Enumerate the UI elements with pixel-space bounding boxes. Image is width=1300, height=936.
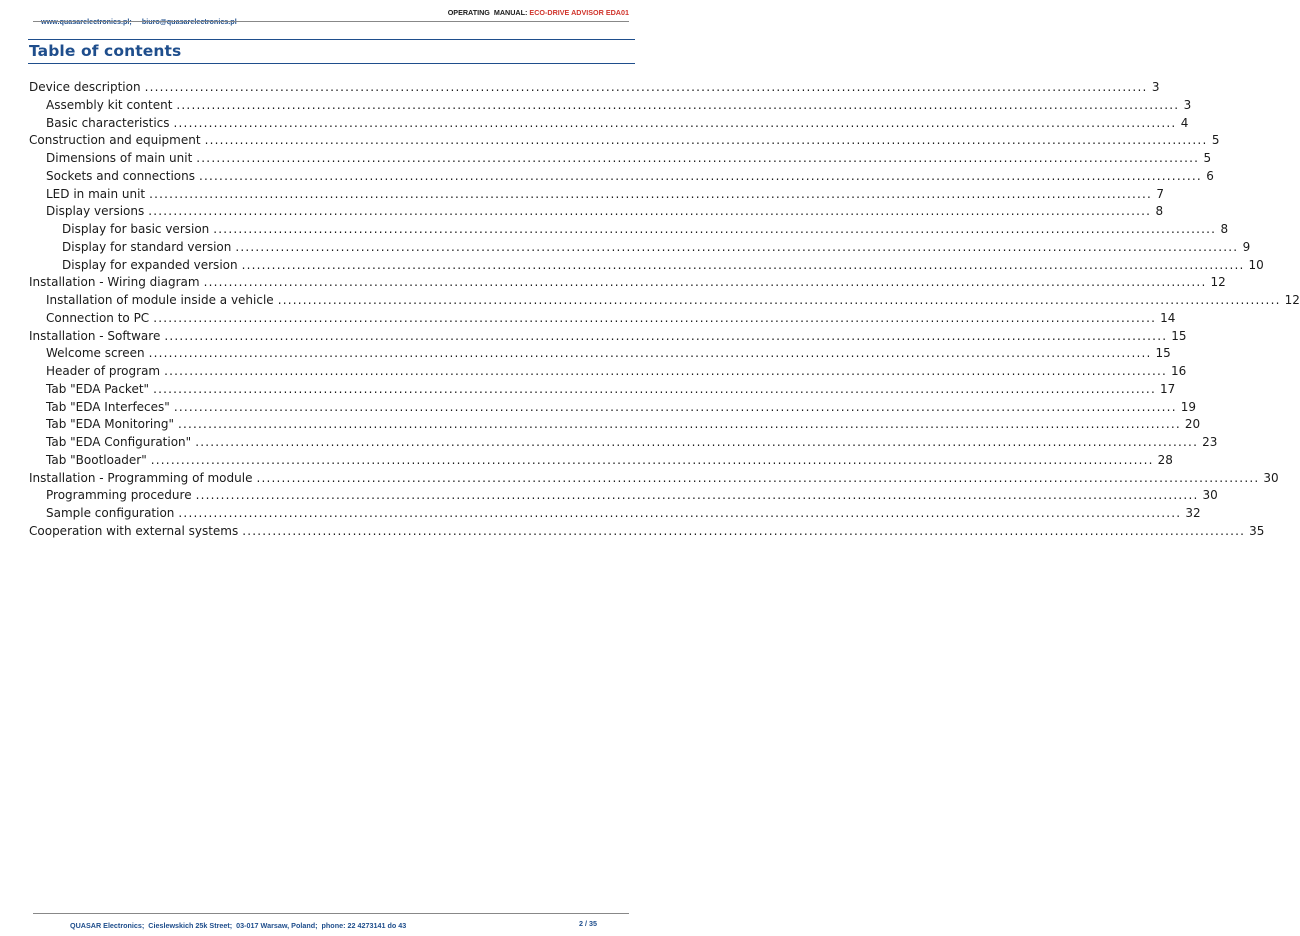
page-header [33,8,629,26]
toc-entry[interactable] [29,150,1212,168]
toc-leader-dots: ........................................................................................................................................................................................................ [176,97,1180,112]
toc-entry[interactable] [29,381,1176,399]
toc-entry-page-number: 10 [1248,257,1264,272]
toc-entry-page-number: 15 [1171,328,1187,343]
toc-entry-label: Sockets and connections [46,168,195,183]
toc-entry[interactable] [29,470,1279,488]
toc-entry-page-number: 7 [1156,186,1165,201]
toc-entry-page-number: 8 [1155,204,1164,219]
footer-address: QUASAR Electronics; Cieslewskich 25k Street; 03-017 Warsaw, Poland; phone: 22 4273141 do 43 [70,921,407,930]
toc-entry-page-number: 32 [1185,506,1201,520]
toc-entry-label: Connection to PC [46,310,150,325]
toc-entry[interactable] [29,487,1218,505]
toc-entry-page-number: 19 [1180,399,1196,414]
toc-leader-dots: ........................................................................................................................................................................................................ [148,346,1152,361]
toc-entry-label: Tab "EDA Packet" [46,381,150,396]
toc-entry[interactable] [29,345,1171,363]
toc-leader-dots: ........................................................................................................................................................................................................ [164,364,1168,378]
toc-entry-page-number: 35 [1249,523,1265,538]
footer-divider [33,913,629,914]
toc-entry-label: Welcome screen [46,346,145,361]
toc-entry[interactable] [29,168,1214,186]
header-product-name: ECO-DRIVE ADVISOR EDA01 [529,8,629,17]
toc-entry[interactable] [29,310,1176,328]
toc-leader-dots: ........................................................................................................................................................................................................ [153,310,1157,325]
toc-entry[interactable] [29,328,1187,346]
toc-entry-page-number: 30 [1202,488,1218,503]
toc-leader-dots: ........................................................................................................................................................................................................ [196,151,1200,165]
toc-entry[interactable] [29,239,1251,257]
toc-leader-dots: ........................................................................................................................................................................................................ [177,417,1181,432]
toc-entry-label: Installation - Programming of module [29,470,253,485]
toc-entry-page-number: 5 [1203,151,1212,165]
toc-entry-label: LED in main unit [46,186,146,201]
header-manual-title [448,8,629,17]
toc-leader-dots: ........................................................................................................................................................................................................ [241,257,1245,272]
toc-entry[interactable] [29,132,1220,150]
toc-entry-label: Installation - Wiring diagram [29,275,200,290]
toc-leader-dots: ........................................................................................................................................................................................................ [164,328,1168,343]
toc-entry-page-number: 23 [1202,435,1218,449]
toc-entry[interactable] [29,115,1189,133]
table-of-contents [29,79,1300,541]
toc-entry-label: Tab "Bootloader" [46,452,147,467]
toc-entry[interactable] [29,97,1192,115]
toc-entry-label: Basic characteristics [46,115,170,130]
toc-leader-dots: ........................................................................................................................................................................................................ [148,204,1152,219]
toc-entry-page-number: 15 [1155,346,1171,361]
header-website-link[interactable]: www.quasarelectronics.pl; [41,17,132,26]
toc-entry-page-number: 5 [1211,133,1220,148]
toc-leader-dots: ........................................................................................................................................................................................................ [277,293,1281,307]
toc-leader-dots: ........................................................................................................................................................................................................ [178,506,1182,520]
toc-entry[interactable] [29,79,1160,97]
toc-entry-page-number: 3 [1183,97,1192,112]
toc-entry-label: Header of program [46,364,161,378]
toc-entry-label: Construction and equipment [29,133,201,148]
toc-entry-label: Cooperation with external systems [29,523,239,538]
toc-entry-label: Dimensions of main unit [46,151,193,165]
toc-entry-label: Sample configuration [46,506,175,520]
toc-leader-dots: ........................................................................................................................................................................................................ [256,470,1260,485]
toc-entry[interactable] [29,452,1173,470]
toc-leader-dots: ........................................................................................................................................................................................................ [150,452,1154,467]
toc-leader-dots: ........................................................................................................................................................................................................ [173,115,1177,130]
toc-leader-dots: ........................................................................................................................................................................................................ [153,381,1156,396]
toc-entry[interactable] [29,221,1229,239]
toc-entry-page-number: 16 [1171,364,1187,378]
toc-entry[interactable] [29,274,1226,292]
toc-entry-page-number: 12 [1284,293,1300,307]
toc-entry[interactable] [29,257,1264,275]
toc-entry-page-number: 6 [1206,168,1214,183]
toc-entry[interactable] [29,363,1187,381]
toc-entry-label: Installation - Software [29,328,161,343]
toc-entry[interactable] [29,434,1218,452]
toc-entry-label: Programming procedure [46,488,192,503]
toc-entry[interactable] [29,292,1300,310]
page-title: Table of contents [29,42,182,60]
toc-entry-page-number: 14 [1160,310,1176,325]
toc-entry-page-number: 20 [1184,417,1201,432]
title-divider-top [28,39,635,40]
toc-entry-page-number: 28 [1157,452,1173,467]
toc-entry-page-number: 9 [1242,239,1251,254]
header-email-link[interactable]: biuro@quasarelectronics.pl [141,17,237,26]
toc-entry[interactable] [29,203,1164,221]
toc-entry-label: Assembly kit content [46,97,173,112]
toc-entry-label: Display for basic version [62,222,210,236]
toc-leader-dots: ........................................................................................................................................................................................................ [242,523,1246,538]
toc-entry-label: Tab "EDA Monitoring" [46,417,174,432]
toc-leader-dots: ........................................................................................................................................................................................................ [144,80,1148,94]
toc-entry[interactable] [29,505,1201,523]
toc-leader-dots: ........................................................................................................................................................................................................ [149,186,1153,201]
toc-leader-dots: ........................................................................................................................................................................................................ [235,239,1239,254]
header-divider [33,21,629,22]
toc-leader-dots: ........................................................................................................................................................................................................ [203,275,1207,290]
toc-leader-dots: ........................................................................................................................................................................................................ [213,222,1217,236]
toc-entry-label: Display for standard version [62,239,232,254]
toc-entry-label: Tab "EDA Interfeces" [46,399,170,414]
header-manual-label: OPERATING MANUAL: [447,8,530,17]
toc-entry[interactable] [29,416,1201,434]
toc-leader-dots: ........................................................................................................................................................................................................ [195,488,1199,503]
toc-entry-page-number: 17 [1159,381,1176,396]
toc-entry-page-number: 8 [1220,222,1229,236]
toc-leader-dots: ........................................................................................................................................................................................................ [173,399,1177,414]
toc-entry-page-number: 3 [1151,80,1160,94]
toc-entry-page-number: 30 [1263,470,1279,485]
toc-entry[interactable] [29,523,1265,541]
toc-leader-dots: ........................................................................................................................................................................................................ [199,168,1202,183]
toc-entry-page-number: 4 [1180,115,1189,130]
toc-entry[interactable] [29,399,1196,417]
toc-entry-label: Installation of module inside a vehicle [46,293,274,307]
title-divider-bottom [28,63,635,64]
toc-entry[interactable] [29,186,1165,204]
toc-entry-label: Display for expanded version [62,257,238,272]
toc-leader-dots: ........................................................................................................................................................................................................ [195,435,1199,449]
footer-page-number: 2 / 35 [579,919,597,928]
toc-entry-label: Device description [29,80,141,94]
toc-leader-dots: ........................................................................................................................................................................................................ [204,133,1208,148]
toc-entry-label: Display versions [46,204,145,219]
toc-entry-page-number: 12 [1210,275,1226,290]
toc-entry-label: Tab "EDA Configuration" [46,435,192,449]
